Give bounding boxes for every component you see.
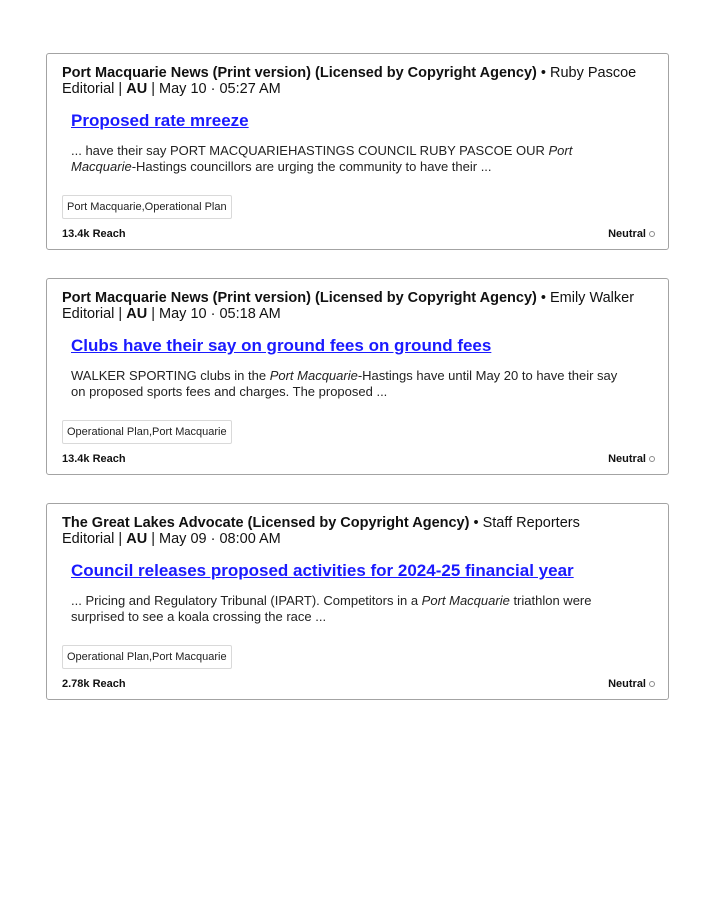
source-name[interactable]: Port Macquarie News (Print version) (Licensed by Copyright Agency) — [62, 65, 537, 81]
snippet-text: -Hastings councillors are urging the community to have their ... — [131, 159, 492, 174]
sentiment-label: Neutral — [608, 453, 646, 465]
topic-tag[interactable]: Port Macquarie,Operational Plan — [62, 195, 232, 219]
meta-separator: | — [151, 81, 155, 97]
article-title-link[interactable]: Clubs have their say on ground fees on ground fees — [71, 336, 492, 355]
article-snippet — [71, 143, 631, 175]
snippet-highlight: Port Macquarie — [421, 593, 510, 608]
country-code: AU — [126, 306, 148, 322]
meta-separator: | — [118, 81, 123, 97]
meta-separator: | — [118, 306, 123, 322]
article-meta — [62, 65, 657, 97]
snippet-text: ... Pricing and Regulatory Tribunal (IPART). Competitors in a — [71, 593, 422, 608]
section-label: Editorial — [62, 306, 115, 322]
author-name: Emily Walker — [549, 290, 635, 306]
section-label: Editorial — [62, 81, 115, 97]
sentiment-label: Neutral — [608, 228, 646, 240]
bullet-separator: • — [473, 515, 479, 531]
sentiment-label: Neutral — [608, 678, 646, 690]
reach-count: 13.4k Reach — [62, 453, 126, 465]
source-name[interactable]: Port Macquarie News (Print version) (Licensed by Copyright Agency) — [62, 290, 537, 306]
article-card — [46, 503, 669, 700]
publish-datetime: May 10 · 05:18 AM — [159, 306, 281, 322]
article-card — [46, 53, 669, 250]
bullet-separator: • — [540, 290, 546, 306]
snippet-highlight: Port Macquarie — [71, 143, 573, 174]
meta-separator: | — [151, 531, 155, 547]
article-title-link[interactable]: Proposed rate mreeze — [71, 111, 249, 130]
reach-count: 13.4k Reach — [62, 228, 126, 240]
reach-count: 2.78k Reach — [62, 678, 126, 690]
author-name: Ruby Pascoe — [549, 65, 637, 81]
source-name[interactable]: The Great Lakes Advocate (Licensed by Copyright Agency) — [62, 515, 470, 531]
article-snippet — [71, 593, 631, 625]
topic-tag[interactable]: Operational Plan,Port Macquarie — [62, 645, 232, 669]
sentiment-indicator — [608, 678, 655, 690]
sentiment-indicator — [608, 453, 655, 465]
section-label: Editorial — [62, 531, 115, 547]
article-meta — [62, 290, 657, 322]
snippet-text: triathlon were surprised to see a koala crossing the race ... — [71, 593, 592, 624]
bullet-separator: • — [540, 65, 546, 81]
author-name: Staff Reporters — [482, 515, 580, 531]
sentiment-indicator — [608, 228, 655, 240]
article-snippet — [71, 368, 631, 400]
article-meta — [62, 515, 657, 547]
neutral-circle-icon — [649, 231, 655, 237]
snippet-text: WALKER SPORTING clubs in the — [71, 368, 270, 383]
country-code: AU — [126, 531, 148, 547]
article-card — [46, 278, 669, 475]
meta-separator: | — [151, 306, 155, 322]
topic-tag[interactable]: Operational Plan,Port Macquarie — [62, 420, 232, 444]
meta-separator: | — [118, 531, 123, 547]
snippet-text: ... have their say PORT MACQUARIEHASTINGS COUNCIL RUBY PASCOE OUR — [71, 143, 549, 158]
snippet-text: -Hastings have until May 20 to have their say on proposed sports fees and charges. The proposed ... — [71, 368, 618, 399]
country-code: AU — [126, 81, 148, 97]
neutral-circle-icon — [649, 456, 655, 462]
article-title-link[interactable]: Council releases proposed activities for 2024-25 financial year — [71, 561, 574, 580]
snippet-highlight: Port Macquarie — [269, 368, 358, 383]
publish-datetime: May 10 · 05:27 AM — [159, 81, 281, 97]
neutral-circle-icon — [649, 681, 655, 687]
publish-datetime: May 09 · 08:00 AM — [159, 531, 281, 547]
